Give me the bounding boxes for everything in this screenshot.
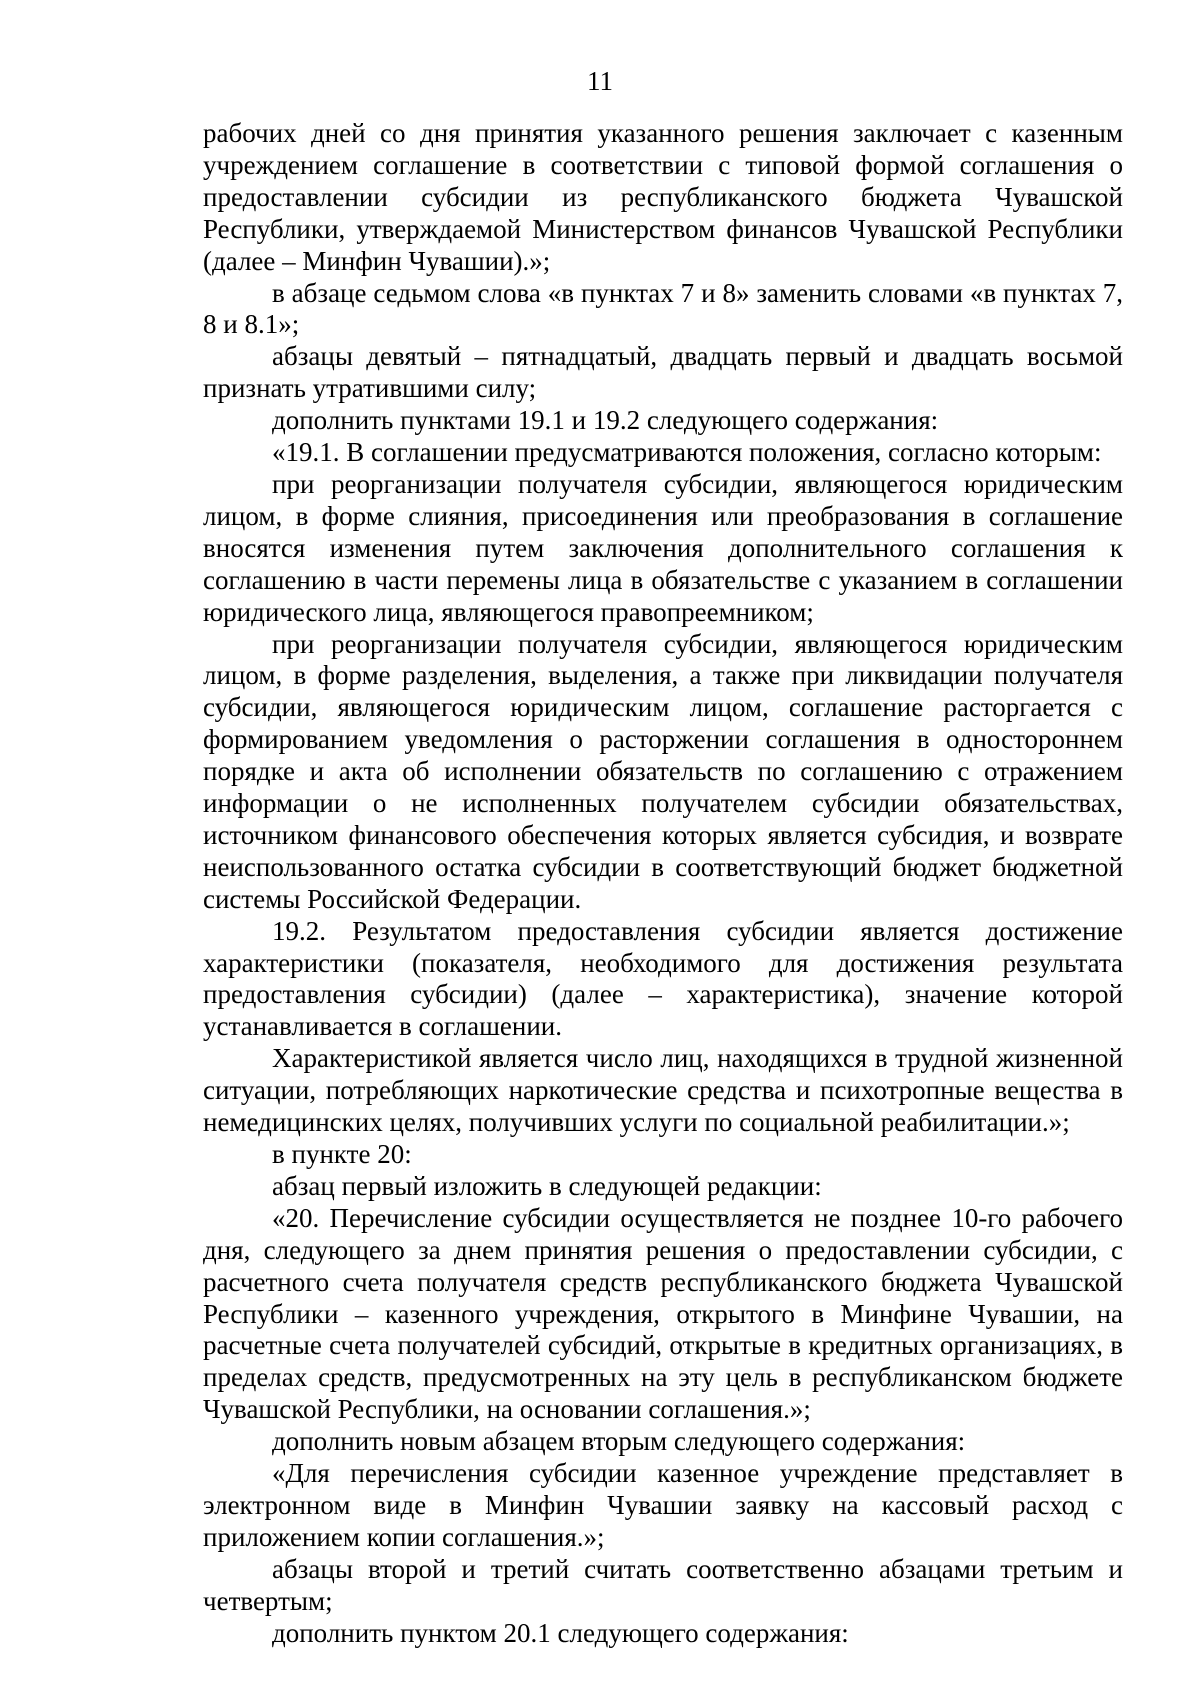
document-body xyxy=(203,118,1123,1650)
paragraph-8: 19.2. Результатом предоставления субсидии является достижение характеристики (показателя, необходимого для достижения результата предоставления субсидии) (далее – характеристика), значение которой устанавливается в соглашении. xyxy=(203,915,1123,1042)
paragraph-10: в пункте 20: xyxy=(272,1139,412,1169)
paragraph-11: абзац первый изложить в следующей редакции: xyxy=(272,1170,822,1201)
paragraph-2: в абзаце седьмом слова «в пунктах 7 и 8» заменить словами «в пунктах 7, 8 и 8.1»; xyxy=(203,277,1123,340)
paragraph-15: абзацы второй и третий считать соответственно абзацами третьим и четвертым; xyxy=(203,1553,1123,1616)
paragraph-5: «19.1. В соглашении предусматриваются положения, согласно которым: xyxy=(272,437,1102,468)
paragraph-3: абзацы девятый – пятнадцатый, двадцать первый и двадцать восьмой признать утратившими силу; xyxy=(203,341,1123,404)
page-number: 11 xyxy=(587,66,613,96)
paragraph-7: при реорганизации получателя субсидии, являющегося юридическим лицом, в форме разделения, выделения, а также при ликвидации получателя субсидии, являющегося юридическим лицом, соглашение расторгается с формированием уведомления о расторжении соглашения в одностороннем порядке и акта об исполнении обязательств по соглашению с отражением информации о не исполненных получателем субсидии обязательствах, источником финансового обеспечения которых является субсидия, и возврате неиспользованного остатка субсидии в соответствующий бюджет бюджетной системы Российской Федерации. xyxy=(203,628,1123,914)
paragraph-6: при реорганизации получателя субсидии, являющегося юридическим лицом, в форме слияния, присоединения или преобразования в соглашение вносятся изменения путем заключения дополнительного соглашения к соглашению в части перемены лица в обязательстве с указанием в соглашении юридического лица, являющегося правопреемником; xyxy=(203,468,1123,627)
paragraph-4: дополнить пунктами 19.1 и 19.2 следующего содержания: xyxy=(272,405,939,436)
paragraph-12: «20. Перечисление субсидии осуществляется не позднее 10-го рабочего дня, следующего за днем принятия решения о предоставлении субсидии, с расчетного счета получателя средств республиканского бюджета Чувашской Республики – казенного учреждения, открытого в Минфине Чувашии, на расчетные счета получателей субсидий, открытые в кредитных организациях, в пределах средств, предусмотренных на эту цель в республиканском бюджете Чувашской Республики, на основании соглашения.»; xyxy=(203,1202,1123,1425)
paragraph-9: Характеристикой является число лиц, находящихся в трудной жизненной ситуации, потребляющих наркотические средства и психотропные вещества в немедицинских целях, получивших услуги по социальной реабилитации.»; xyxy=(203,1043,1123,1138)
paragraph-1: рабочих дней со дня принятия указанного решения заключает с казенным учреждением соглашение в соответствии с типовой формой соглашения о предоставлении субсидии из республиканского бюджета Чувашской Республики, утверждаемой Министерством финансов Чувашской Республики (далее – Минфин Чувашии).»; xyxy=(203,118,1123,276)
paragraph-13: дополнить новым абзацем вторым следующего содержания: xyxy=(272,1426,966,1457)
paragraph-16: дополнить пунктом 20.1 следующего содержания: xyxy=(272,1617,849,1648)
paragraph-14: «Для перечисления субсидии казенное учреждение представляет в электронном виде в Минфин Чувашии заявку на кассовый расход с приложением копии соглашения.»; xyxy=(203,1458,1123,1552)
